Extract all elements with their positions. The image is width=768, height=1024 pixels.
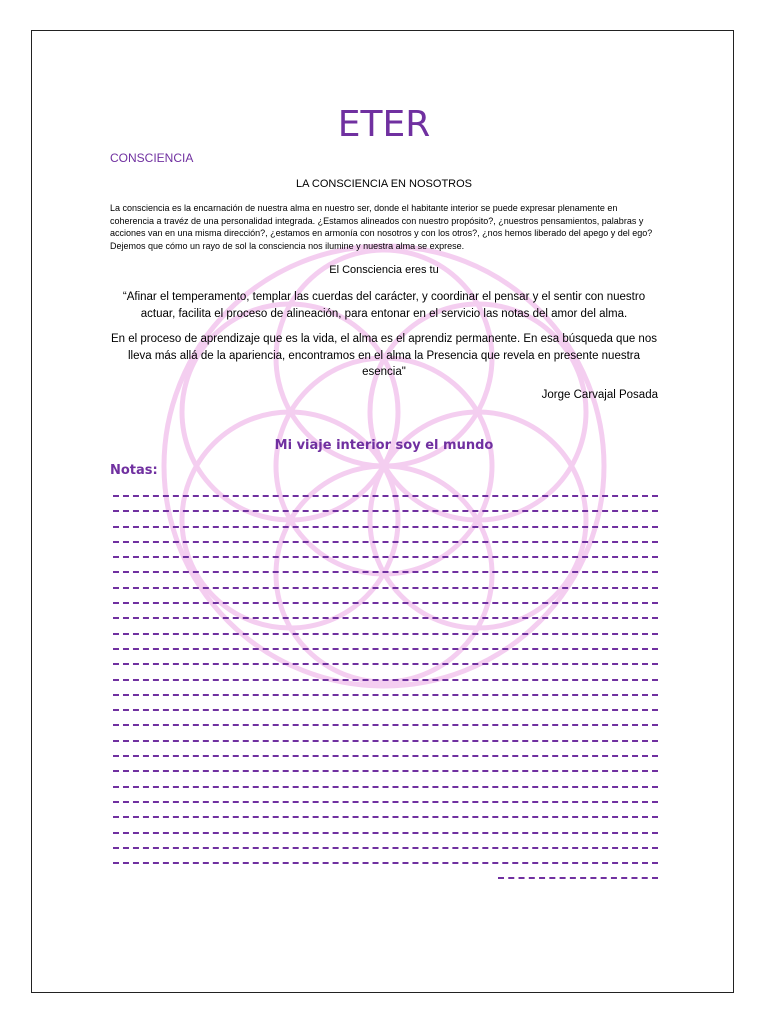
note-line [110,611,658,626]
note-line [110,596,658,611]
note-line [110,550,658,565]
note-line [110,810,658,825]
subheading: El Consciencia eres tu [329,264,439,276]
section-label: CONSCIENCIA [110,151,194,165]
note-line [110,764,658,779]
note-line [110,657,658,672]
note-line [110,535,658,550]
note-line [110,780,658,795]
notes-label: Notas: [110,463,158,478]
note-line [110,871,658,886]
quote-paragraph-1: “Afinar el temperamento, templar las cuerdas del carácter, y coordinar el pensar y el sentir con nuestro actuar, facilita el proceso de alineación, para entonar en el servicio las notas del amor del alma. [122,291,646,320]
quote-paragraph-2: En el proceso de aprendizaje que es la vida, el alma es el aprendiz permanente. En esa búsqueda que nos lleva más allá de la apariencia, encontramos en el alma la Presencia que revela en presente nuestra esencia" [111,333,657,378]
note-line [110,642,658,657]
article-heading: LA CONSCIENCIA EN NOSOTROS [295,178,473,190]
quote-author: Jorge Carvajal Posada [541,389,658,401]
intro-paragraph: La consciencia es la encarnación de nuestra alma en nuestro ser, donde el habitante interior se puede expresar plenamente en coherencia a travéz de una personalidad integrada. ¿Estamos alineados con nuestro propósito?, ¿nuestros pensamientos, palabras y acciones van en una misma dirección?, ¿estamos en armonía con nosotros y con los otros?, ¿nos hemos liberado del apego y del ego? Dejemos que cómo un rayo de sol la consciencia nos ilumine y nuestra alma se exprese. [110,203,653,251]
note-line [110,688,658,703]
note-line [110,673,658,688]
note-line [110,504,658,519]
page-title: ETER [337,104,431,145]
note-line [110,627,658,642]
note-line [110,581,658,596]
note-line [110,489,658,504]
notes-lines [110,489,658,887]
note-line [110,718,658,733]
note-line [110,734,658,749]
note-line [110,749,658,764]
note-line [110,826,658,841]
note-line [110,565,658,580]
motto: Mi viaje interior soy el mundo [274,438,494,453]
note-line [110,520,658,535]
note-line [110,795,658,810]
note-line [110,841,658,856]
note-line [110,703,658,718]
note-line [110,856,658,871]
